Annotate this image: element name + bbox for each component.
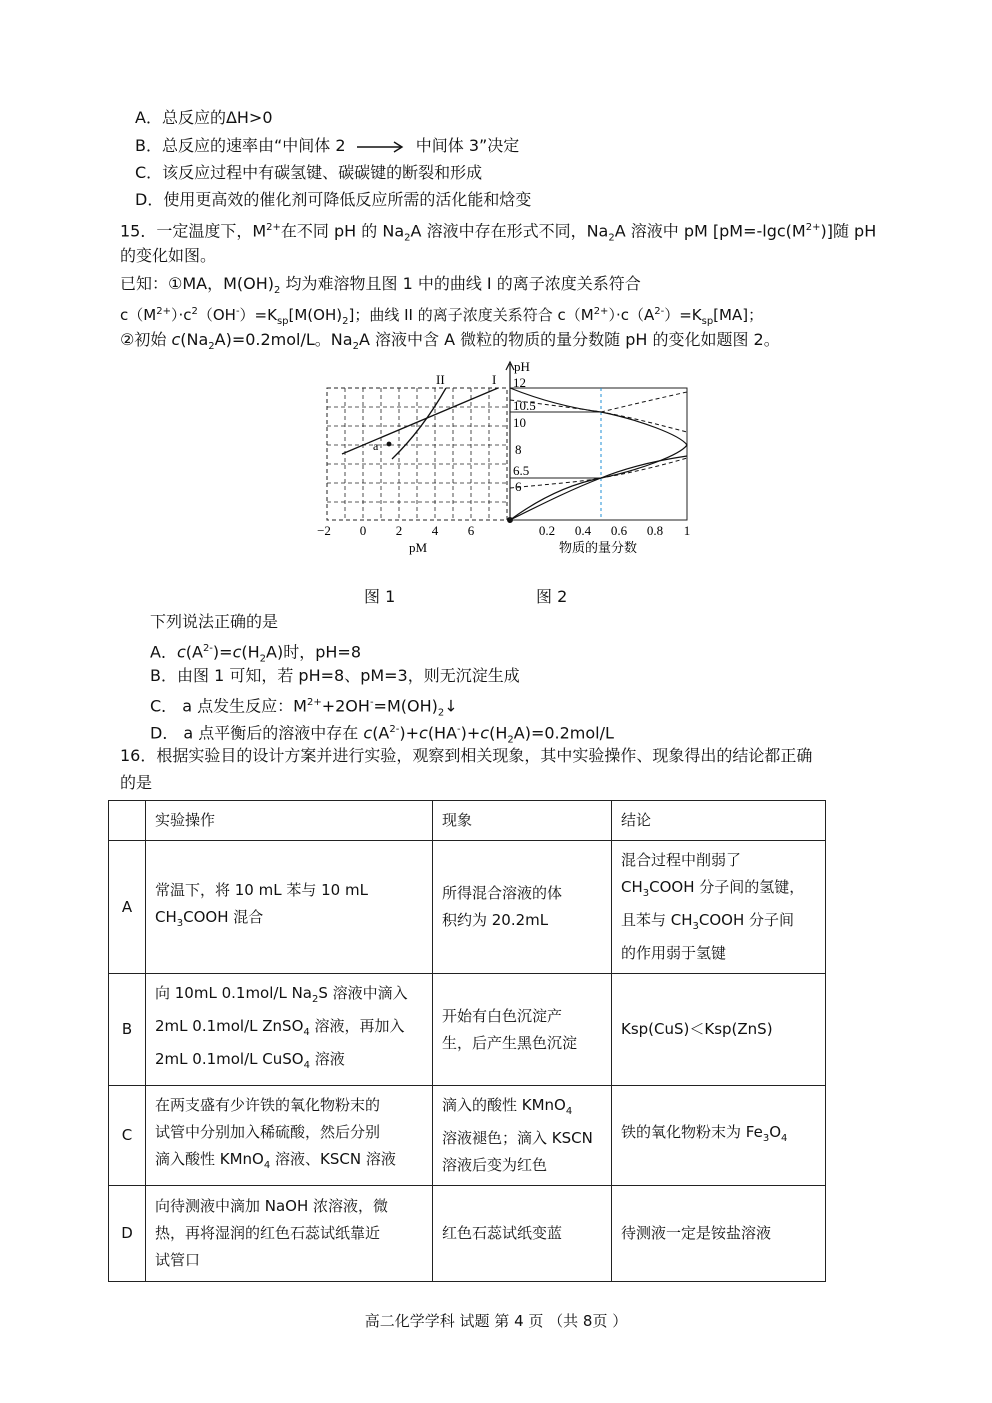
operation-cell: 在两支盛有少许铁的氧化物粉末的 试管中分别加入稀硫酸，然后分别 滴入酸性 KMnO$_4$ 溶液、KSCN 溶液 xyxy=(146,1086,433,1186)
table-row xyxy=(109,1086,826,1186)
q15-stem-line1: 15．一定温度下，$M^{2+}$在不同 pH 的 $Na_2A$ 溶液中存在形式不同，$Na_2A$ 溶液中 pM $[pM=-\lg c(M^{2+})]$随 pH xyxy=(120,221,877,244)
ph-tick: 12 xyxy=(513,375,526,390)
phenomenon-cell: 红色石蕊试纸变蓝 xyxy=(433,1186,612,1282)
fig2-xlabel: 物质的量分数 xyxy=(558,540,638,555)
fig1-curve-i xyxy=(342,388,498,454)
q15-option-b: B．由图 1 可知，若 pH=8、pM=3，则无沉淀生成 xyxy=(150,666,520,685)
q14-option-b-part2: 中间体 3”决定 xyxy=(415,136,520,155)
table-header-cell xyxy=(109,801,146,841)
fig1-curve-ii-label: II xyxy=(436,372,445,387)
q15-stem-line2: 的变化如图。 xyxy=(120,246,217,265)
conclusion-cell: 待测液一定是铵盐溶液 xyxy=(612,1186,826,1282)
ph-axis-label: pH xyxy=(514,360,530,374)
q15-figure xyxy=(310,360,710,560)
fig1-xtick: 6 xyxy=(467,523,475,538)
conclusion-cell: 铁的氧化物粉末为 $Fe_3O_4$ xyxy=(612,1086,826,1186)
q14-option-c: C．该反应过程中有碳氢键、碳碳键的断裂和形成 xyxy=(135,163,483,182)
q14-option-b xyxy=(135,136,519,156)
operation-cell: 向 10mL 0.1mol/L $Na_2S$ 溶液中滴入 2mL 0.1mol/L ZnSO$_4$ 溶液，再加入 2mL 0.1mol/L CuSO$_4$ 溶液 xyxy=(146,974,433,1086)
fig2-xtick: 1 xyxy=(683,523,691,538)
q16-stem-line2: 的是 xyxy=(120,773,153,792)
figure-2-caption: 图 2 xyxy=(536,587,568,606)
experiment-table xyxy=(108,800,826,1282)
operation-cell: 常温下，将 10 mL 苯与 10 mL $CH_3COOH$ 混合 xyxy=(146,841,433,974)
fig2-xtick: 0.4 xyxy=(574,523,592,538)
right-arrow-icon xyxy=(355,140,407,154)
fig1-xtick: 0 xyxy=(359,523,367,538)
fig2-curve-h2a xyxy=(510,458,687,488)
q15-given-line3: ②初始 $c(Na_2A)=0.2mol/L$。$Na_2A$ 溶液中含 A 微粒的物质的量分数随 pH 的变化如题图 2。 xyxy=(120,330,780,353)
fig2-curve-a xyxy=(510,400,687,432)
fig2-xtick: 0.8 xyxy=(646,523,664,538)
table-header-row xyxy=(109,801,826,841)
row-label-cell: C xyxy=(109,1086,146,1186)
q14-option-d: D．使用更高效的催化剂可降低反应所需的活化能和焓变 xyxy=(135,190,532,209)
figure-1-caption: 图 1 xyxy=(364,587,396,606)
ph-tick: 8 xyxy=(515,442,522,457)
ph-tick: 6.5 xyxy=(513,463,530,478)
phenomenon-cell: 滴入的酸性 KMnO$_4$ 溶液褪色；滴入 KSCN 溶液后变为红色 xyxy=(433,1086,612,1186)
q15-option-a: A．$c(A^{2-})=c(H_2A)$时，pH=8 xyxy=(150,642,361,665)
fig1-xtick: −2 xyxy=(317,523,331,538)
q15-options-stem: 下列说法正确的是 xyxy=(150,612,279,631)
row-label-cell: D xyxy=(109,1186,146,1282)
fig2-xtick: 0.2 xyxy=(538,523,556,538)
conclusion-cell: 混合过程中削弱了 $CH_3COOH$ 分子间的氢键， 且苯与 $CH_3COOH$ 分子间 的作用弱于氢键 xyxy=(612,841,826,974)
q16-stem-line1: 16．根据实验目的设计方案并进行实验，观察到相关现象，其中实验操作、现象得出的结论都正确 xyxy=(120,746,813,765)
fig1-xlabel: pM xyxy=(408,540,428,555)
fig1-grid xyxy=(327,388,507,520)
table-row xyxy=(109,841,826,974)
q15-option-c: C． a 点发生反应：$M^{2+}+2OH^-=M(OH)_2↓$ xyxy=(150,696,458,719)
ph-tick: 10 xyxy=(513,415,526,430)
page-footer: 高二化学学科 试题 第 4 页 （共 8页 ） xyxy=(364,1312,628,1330)
conclusion-cell: Ksp(CuS)＜Ksp(ZnS) xyxy=(612,974,826,1086)
operation-cell: 向待测液中滴加 NaOH 浓溶液，微 热，再将湿润的红色石蕊试纸靠近 试管口 xyxy=(146,1186,433,1282)
fig1-xtick: 2 xyxy=(395,523,403,538)
phenomenon-cell: 所得混合溶液的体 积约为 20.2mL xyxy=(433,841,612,974)
fig1-point-a-label: a xyxy=(373,439,379,453)
fig1-curve-ii xyxy=(392,388,446,459)
table-header-cell: 结论 xyxy=(612,801,826,841)
q14-option-b-part1: B．总反应的速率由“中间体 2 xyxy=(135,136,346,155)
phenomenon-cell: 开始有白色沉淀产 生，后产生黑色沉淀 xyxy=(433,974,612,1086)
fig1-xtick: 4 xyxy=(431,523,439,538)
row-label-cell: B xyxy=(109,974,146,1086)
ph-tick: 6 xyxy=(515,479,522,494)
fig2-curve-a-high xyxy=(601,392,687,412)
ph-tick: 10.5 xyxy=(513,398,536,413)
table-row xyxy=(109,974,826,1086)
fig2-curve-ha xyxy=(510,388,687,520)
row-label-cell: A xyxy=(109,841,146,974)
fig2-xtick: 0.6 xyxy=(610,523,628,538)
fig2-curve-h2a-high xyxy=(510,456,687,520)
q15-given-line2: $c(M^{2+})\cdot c^2(OH^-)=K_{sp}[M(OH)_2]$；曲线 II 的离子浓度关系符合 $c(M^{2+})\cdot c(A^{2-})=K_{sp}[MA]$； xyxy=(120,306,764,327)
table-header-cell: 实验操作 xyxy=(146,801,433,841)
q14-option-a: A．总反应的ΔH>0 xyxy=(135,108,273,127)
table-header-cell: 现象 xyxy=(433,801,612,841)
q15-option-d: D． a 点平衡后的溶液中存在 $c(A^{2-})+c(HA^-)+c(H_2A)=0.2mol/L$ xyxy=(150,723,614,746)
table-row xyxy=(109,1186,826,1282)
q15-given-line1: 已知：①MA，$M(OH)_2$ 均为难溶物且图 1 中的曲线 I 的离子浓度关系符合 xyxy=(120,274,641,297)
fig1-point-a xyxy=(387,442,392,447)
fig1-curve-i-label: I xyxy=(492,372,497,387)
fig2-frame xyxy=(510,388,687,520)
